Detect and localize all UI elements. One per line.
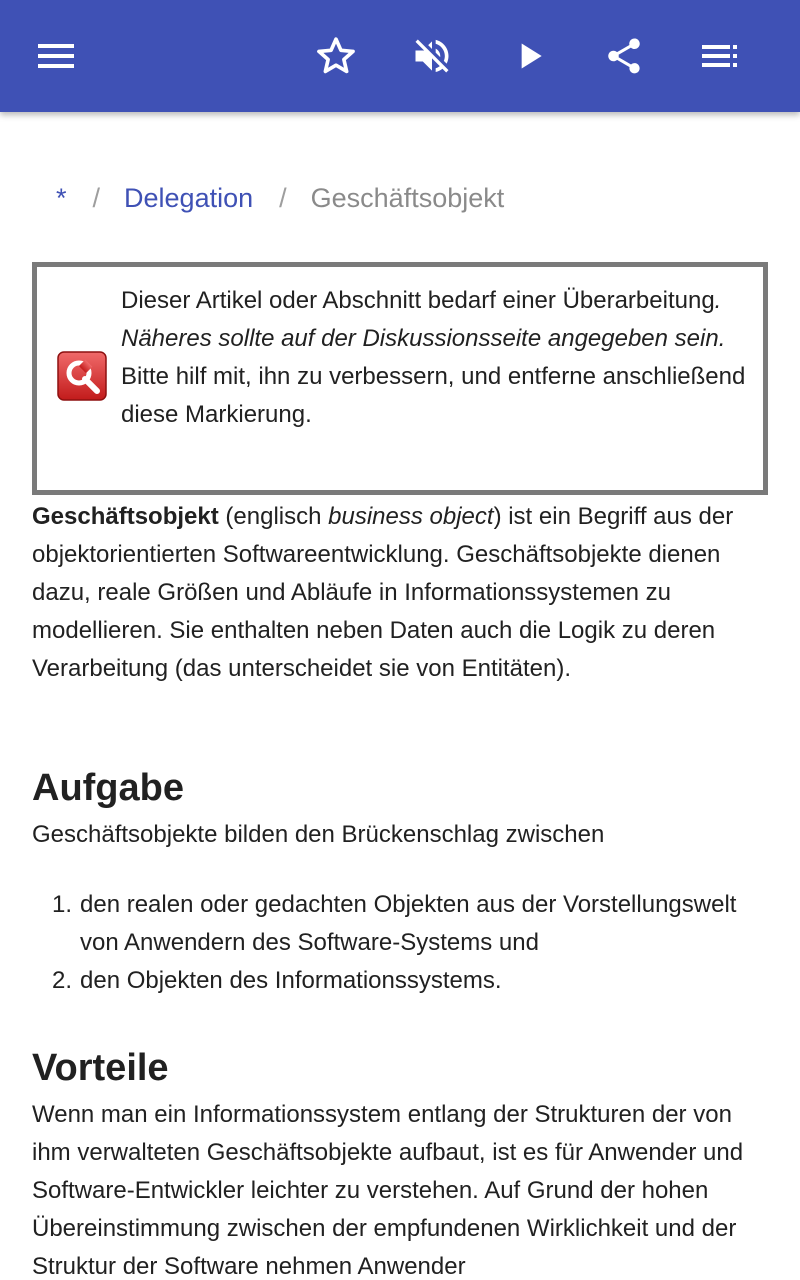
intro-term: Geschäftsobjekt [32, 503, 219, 530]
mute-button[interactable] [396, 20, 468, 92]
list-number: 2. [52, 967, 73, 994]
aufgabe-list [32, 886, 772, 1000]
section-lead-aufgabe: Geschäftsobjekte bilden den Brückenschlag zwischen [32, 821, 605, 848]
list-item [32, 962, 772, 1000]
share-icon [603, 35, 645, 77]
menu-button[interactable] [20, 20, 92, 92]
breadcrumb [56, 180, 504, 216]
breadcrumb-separator: / [279, 183, 287, 213]
intro-text: ) ist ein Begriff aus der objektorientierten Softwareentwicklung. Geschäftsobjekte dienen dazu, reale Größen und Abläufe in Informationssystemen zu modellieren. Sie enthalten neben Daten auch die Logik zu deren Verarbeitung (das unterscheidet sie von Entitäten). [32, 503, 734, 682]
app-bar [0, 0, 800, 112]
maintenance-notice [32, 262, 768, 495]
list-item-text: den Objekten des Informationssystems. [80, 967, 502, 994]
bookmark-button[interactable] [300, 20, 372, 92]
breadcrumb-separator: / [92, 183, 101, 213]
star-icon [314, 34, 358, 78]
volume-off-icon [410, 34, 454, 78]
list-item [32, 886, 772, 962]
menu-icon [36, 36, 76, 76]
section-heading-vorteile: Vorteile [32, 1047, 169, 1089]
article-content [0, 112, 800, 1280]
notice-text [121, 282, 761, 434]
play-icon [510, 36, 550, 76]
notice-discussion-link[interactable]: Näheres sollte auf der Diskussionsseite angegeben sein. [121, 325, 726, 352]
section-text-vorteile: Wenn man ein Informationssystem entlang der Strukturen der von ihm verwalteten Geschäftsobjekte aufbaut, ist es für Anwender und Software-Entwickler leichter zu verstehen. Auf Grund der hohen Übereinstimmung zwischen der empfundenen Wirklichkeit und der Struktur der Software nehmen Anwender [32, 1101, 744, 1280]
play-button[interactable] [494, 20, 566, 92]
list-item-text: den realen oder gedachten Objekten aus der Vorstellungswelt von Anwendern des Software-Systems und [80, 891, 737, 956]
list-number: 1. [52, 891, 73, 918]
breadcrumb-parent[interactable]: Delegation [124, 183, 254, 213]
intro-paragraph [32, 498, 772, 688]
toc-icon [700, 36, 740, 76]
notice-text-part: . [714, 287, 722, 314]
intro-english-term: business object [328, 503, 494, 530]
breadcrumb-current: Geschäftsobjekt [310, 183, 505, 213]
wrench-icon [57, 351, 107, 401]
intro-text: (englisch [218, 503, 329, 530]
share-button[interactable] [588, 20, 660, 92]
section-heading-aufgabe: Aufgabe [32, 767, 184, 809]
table-of-contents-button[interactable] [684, 20, 756, 92]
notice-text-part: Bitte hilf mit, ihn zu verbessern, und entferne anschließend diese Markierung. [121, 363, 746, 428]
notice-text-part: Dieser Artikel oder Abschnitt bedarf einer Überarbeitung [121, 287, 715, 314]
breadcrumb-home[interactable]: * [56, 183, 67, 213]
